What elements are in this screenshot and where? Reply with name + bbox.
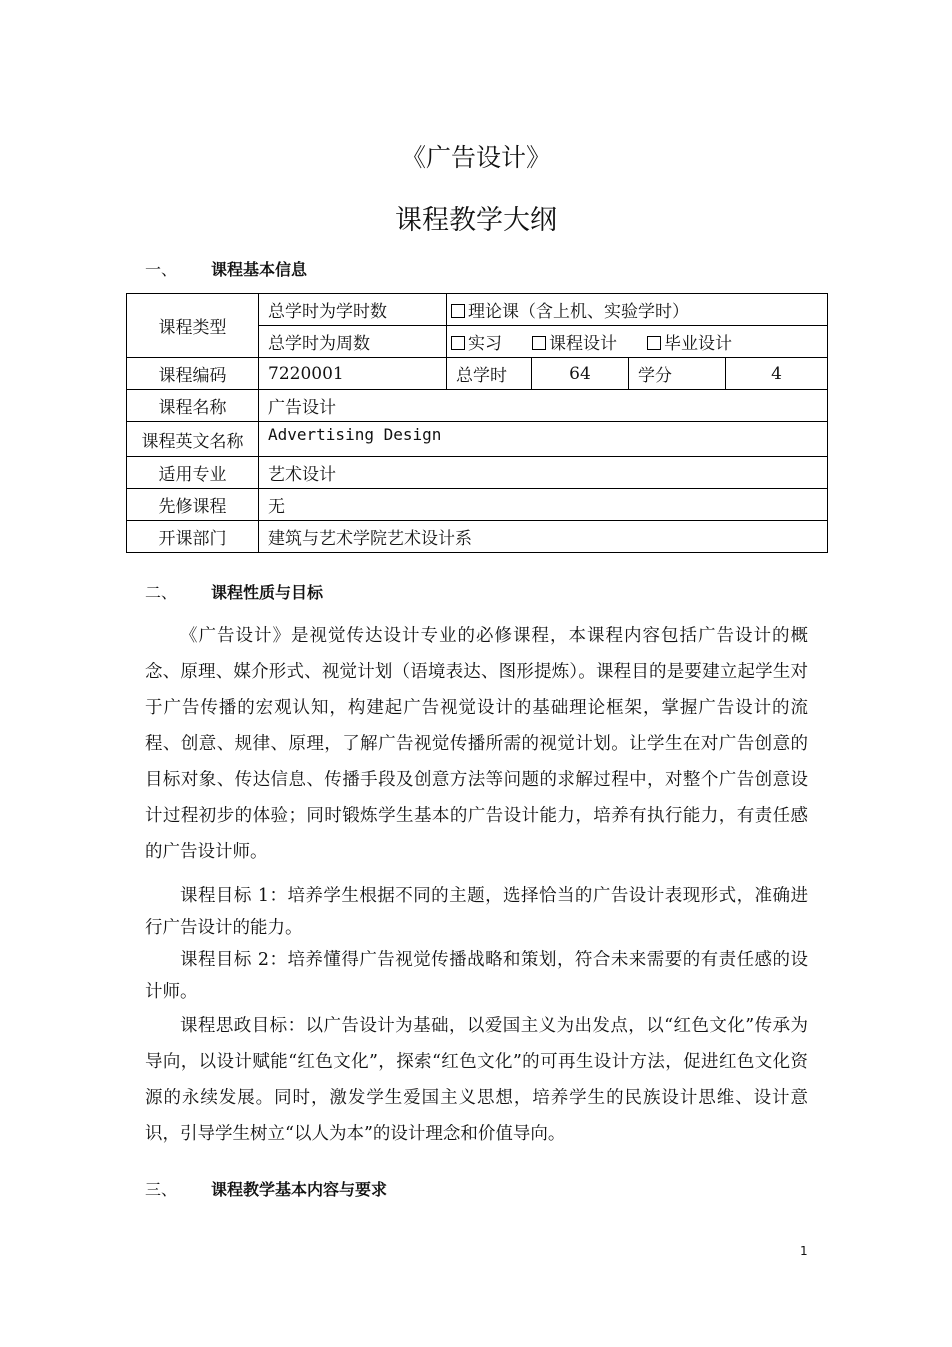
section-number: 一、 [145, 260, 178, 279]
course-name-label: 课程名称 [127, 390, 259, 422]
hours-by-hours-label: 总学时为学时数 [259, 294, 447, 326]
course-nature-paragraph: 《广告设计》是视觉传达设计专业的必修课程，本课程内容包括广告设计的概念、原理、媒介形式、视觉计划（语境表达、图形提炼）。课程目的是要建立起学生对于广告传播的宏观认知，构建起广告视觉设计的基础理论框架，掌握广告设计的流程、创意、规律、原理，了解广告视觉传播所需的视觉计划。让学生在对广告创意的目标对象、传达信息、传播手段及创意方法等问题的求解过程中，对整个广告创意设计过程初步的体验；同时锻炼学生基本的广告设计能力，培养有执行能力，有责任感的广告设计师。 [145, 626, 808, 862]
ideology-goal-paragraph: 课程思政目标：以广告设计为基础，以爱国主义为出发点，以“红色文化”传承为导向，以设计赋能“红色文化”，探索“红色文化”的可再生设计方法，促进红色文化资源的永续发展。同时，激发学生爱国主义思想，培养学生的民族设计思维、设计意识，引导学生树立“以人为本”的设计理念和价值导向。 [145, 1016, 808, 1144]
course-code-label: 课程编码 [127, 358, 259, 390]
checkbox-icon [451, 304, 465, 318]
credit-label: 学分 [629, 358, 726, 390]
section-title: 课程基本信息 [211, 260, 308, 279]
course-code-value: 7220001 [259, 358, 447, 390]
theory-option-label: 理论课（含上机、实验学时） [468, 302, 689, 322]
prerequisite-value: 无 [259, 489, 828, 521]
prerequisite-label: 先修课程 [127, 489, 259, 521]
course-goal-1-paragraph: 课程目标 1：培养学生根据不同的主题，选择恰当的广告设计表现形式，准确进行广告设计的能力。 [145, 886, 808, 938]
english-name-value: Advertising Design [259, 422, 828, 457]
course-info-table [126, 293, 828, 553]
checkbox-icon [647, 336, 661, 350]
section-heading-2 [145, 580, 323, 603]
english-name-label: 课程英文名称 [127, 422, 259, 457]
page-number: 1 [800, 1244, 808, 1258]
section-number: 二、 [145, 583, 178, 602]
course-goal-2-paragraph: 课程目标 2：培养懂得广告视觉传播战略和策划，符合未来需要的有责任感的设计师。 [145, 950, 808, 1002]
section-title: 课程教学基本内容与要求 [211, 1180, 388, 1199]
course-name-value: 广告设计 [259, 390, 828, 422]
thesis-option-label: 毕业设计 [664, 334, 732, 354]
checkbox-icon [451, 336, 465, 350]
major-value: 艺术设计 [259, 457, 828, 489]
checkbox-icon [532, 336, 546, 350]
credit-value: 4 [726, 358, 828, 390]
design-option-label: 课程设计 [549, 334, 617, 354]
hours-by-weeks-label: 总学时为周数 [259, 326, 447, 358]
document-title: 《广告设计》 [400, 143, 551, 172]
section-number: 三、 [145, 1180, 178, 1199]
department-label: 开课部门 [127, 521, 259, 553]
document-subtitle: 课程教学大纲 [395, 205, 557, 236]
section-title: 课程性质与目标 [211, 583, 324, 602]
section-heading-1 [145, 257, 307, 280]
department-value: 建筑与艺术学院艺术设计系 [259, 521, 828, 553]
major-label: 适用专业 [127, 457, 259, 489]
total-hours-value: 64 [532, 358, 629, 390]
total-hours-label: 总学时 [447, 358, 532, 390]
practice-option-label: 实习 [468, 334, 502, 354]
course-type-label: 课程类型 [127, 294, 259, 358]
section-heading-3 [145, 1177, 387, 1200]
theory-option [447, 294, 828, 326]
other-options [447, 326, 828, 358]
